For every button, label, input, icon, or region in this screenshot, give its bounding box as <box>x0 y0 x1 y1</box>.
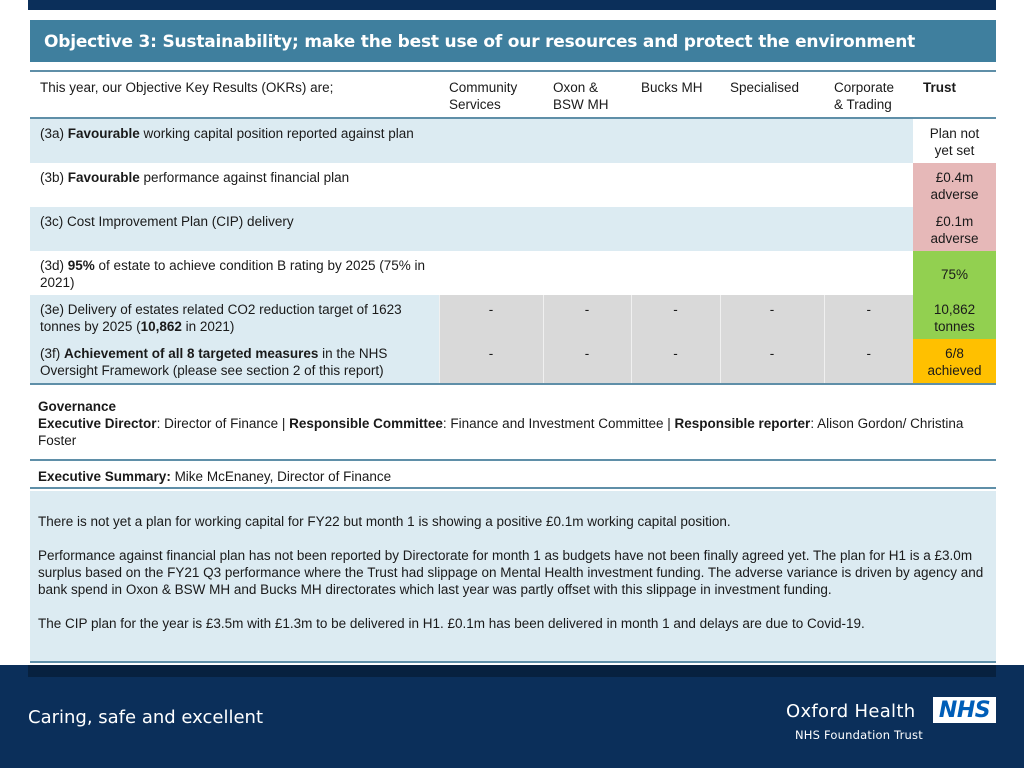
cell-corporate-trading: - <box>824 339 913 384</box>
column-header-community-services: Community Services <box>439 71 543 118</box>
cell-corporate-trading <box>824 118 913 163</box>
cell-bucks-mh <box>631 163 720 207</box>
cell-oxon-bsw-mh <box>543 207 631 251</box>
cell-specialised <box>720 163 824 207</box>
column-header-bucks-mh: Bucks MH <box>631 71 720 118</box>
summary-paragraph: The CIP plan for the year is £3.5m with £1.3m to be delivered in H1. £0.1m has been delivered in month 1 and delays are due to Covid-19. <box>38 616 865 631</box>
cell-corporate-trading <box>824 207 913 251</box>
okr-description: (3f) Achievement of all 8 targeted measures in the NHS Oversight Framework (please see section 2 of this report) <box>30 339 439 384</box>
okr-row-3b <box>30 163 996 207</box>
trust-status-cell: Plan not yet set <box>913 118 996 163</box>
cell-bucks-mh: - <box>631 295 720 339</box>
cell-corporate-trading <box>824 163 913 207</box>
summary-paragraph: There is not yet a plan for working capital for FY22 but month 1 is showing a positive £0.1m working capital position. <box>38 514 731 529</box>
okr-table-body <box>30 118 996 384</box>
cell-bucks-mh <box>631 207 720 251</box>
cell-community-services <box>439 118 543 163</box>
cell-corporate-trading <box>824 251 913 295</box>
nhs-logo: NHS <box>933 697 996 723</box>
governance-section <box>30 385 996 461</box>
cell-bucks-mh: - <box>631 339 720 384</box>
trust-status-cell: 6/8 achieved <box>913 339 996 384</box>
org-subtitle: NHS Foundation Trust <box>795 728 923 742</box>
cell-community-services <box>439 251 543 295</box>
okr-row-3c <box>30 207 996 251</box>
okr-description: (3a) Favourable working capital position reported against plan <box>30 118 439 163</box>
executive-summary-body <box>30 491 996 663</box>
footer-strip <box>28 665 996 677</box>
column-header-corporate-trading: Corporate & Trading <box>824 71 913 118</box>
okr-row-3f <box>30 339 996 384</box>
cell-specialised: - <box>720 295 824 339</box>
cell-oxon-bsw-mh <box>543 251 631 295</box>
okr-table <box>30 70 996 385</box>
footer <box>0 665 1024 768</box>
cell-community-services <box>439 163 543 207</box>
cell-community-services: - <box>439 295 543 339</box>
summary-paragraph: Performance against financial plan has not been reported by Directorate for month 1 as budgets have not been finally agreed yet. The plan for H1 is a £3.0m surplus based on the FY21 Q3 performance where the Trust had slippage on Mental Health investment funding. The adverse variance is driven by agency and bank spend in Oxon & BSW MH and Bucks MH directorates which last year was partly offset with this slippage in investment funding. <box>38 548 984 597</box>
cell-bucks-mh <box>631 251 720 295</box>
executive-summary-header: Executive Summary: Mike McEnaney, Director of Finance <box>30 463 996 489</box>
cell-specialised <box>720 207 824 251</box>
trust-status-cell: £0.4m adverse <box>913 163 996 207</box>
okr-description: (3e) Delivery of estates related CO2 reduction target of 1623 tonnes by 2025 (10,862 in 2021) <box>30 295 439 339</box>
top-band <box>28 0 996 10</box>
cell-oxon-bsw-mh <box>543 118 631 163</box>
cell-community-services: - <box>439 339 543 384</box>
governance-heading: Governance <box>38 399 117 414</box>
trust-status-cell: 75% <box>913 251 996 295</box>
column-header-oxon-bsw-mh: Oxon & BSW MH <box>543 71 631 118</box>
okr-row-3a <box>30 118 996 163</box>
footer-tagline: Caring, safe and excellent <box>28 707 264 728</box>
okr-description: (3d) 95% of estate to achieve condition B rating by 2025 (75% in 2021) <box>30 251 439 295</box>
okr-description: (3b) Favourable performance against financial plan <box>30 163 439 207</box>
okr-description: (3c) Cost Improvement Plan (CIP) delivery <box>30 207 439 251</box>
cell-specialised: - <box>720 339 824 384</box>
cell-oxon-bsw-mh: - <box>543 339 631 384</box>
column-header-specialised: Specialised <box>720 71 824 118</box>
page-title: Objective 3: Sustainability; make the best use of our resources and protect the environment <box>30 20 996 62</box>
trust-status-cell: £0.1m adverse <box>913 207 996 251</box>
trust-status-cell: 10,862 tonnes <box>913 295 996 339</box>
cell-oxon-bsw-mh: - <box>543 295 631 339</box>
okr-row-3e <box>30 295 996 339</box>
okr-table-header <box>30 71 996 118</box>
cell-corporate-trading: - <box>824 295 913 339</box>
org-name: Oxford Health <box>786 701 916 722</box>
cell-oxon-bsw-mh <box>543 163 631 207</box>
governance-details: Executive Director: Director of Finance | Responsible Committee: Finance and Investment Committee | Responsible reporter: Alison Gordon/ Christina Foster <box>38 416 964 448</box>
okr-intro: This year, our Objective Key Results (OKRs) are; <box>30 71 439 118</box>
column-header-trust: Trust <box>913 71 996 118</box>
cell-specialised <box>720 118 824 163</box>
cell-community-services <box>439 207 543 251</box>
okr-row-3d <box>30 251 996 295</box>
cell-bucks-mh <box>631 118 720 163</box>
cell-specialised <box>720 251 824 295</box>
